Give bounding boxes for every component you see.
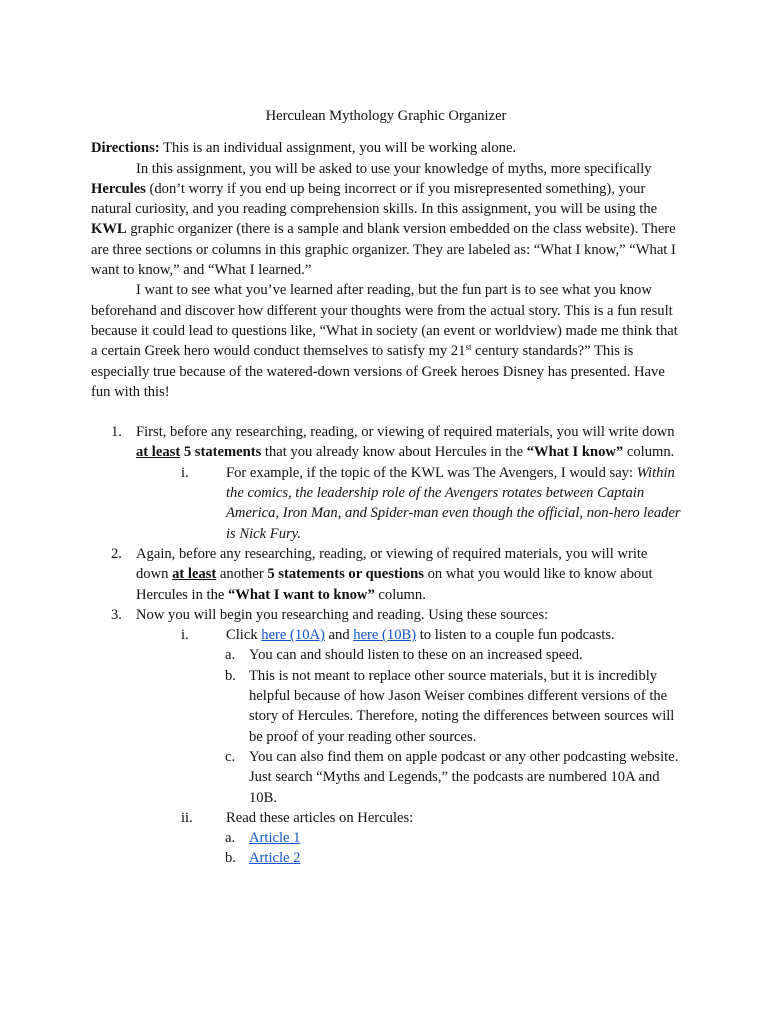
- at-least-emphasis: at least: [136, 444, 181, 461]
- item-text: First, before any researching, reading, or viewing of required materials, you will write down: [136, 424, 675, 441]
- item-text: Click: [226, 627, 262, 644]
- list-item-3-i: [91, 625, 681, 645]
- item-text: to listen to a couple fun podcasts.: [416, 627, 615, 644]
- list-number: 3.: [111, 606, 122, 623]
- example-italic: Within the comics, the leadership role of the Avengers rotates between Captain America, Iron Man, and Spider-man even though the official, non-hero leader is Nick Fury.: [226, 464, 681, 542]
- item-text: This is not meant to replace other source materials, but it is incredibly helpful because of how Jason Weiser combines different versions of the story of Hercules. Therefore, noting the differences between sources will be proof of your reading other sources.: [249, 667, 675, 745]
- list-number: ii.: [181, 809, 193, 826]
- ordinal-superscript: st: [465, 342, 472, 353]
- second-text-1: I want to see what you’ve learned after reading, but the fun part is to see what you know beforehand and discover how different your thoughts were from the actual story. This is a fun result because it could lead to questions like, “What in society (an event or worldview) made me think that a certain Greek hero would conduct themselves to satisfy my 21: [91, 282, 678, 360]
- statements-bold: 5 statements: [183, 444, 262, 461]
- item-text: You can also find them on apple podcast or any other podcasting website. Just search “Myths and Legends,” the podcasts are numbered 10A and 10B.: [249, 748, 679, 806]
- podcast-10b-link[interactable]: here (10B): [353, 627, 417, 644]
- statements-bold: 5 statements or questions: [267, 566, 424, 583]
- list-item-3-ii: [91, 808, 681, 828]
- intro-text-2: (don’t worry if you end up being incorrect or if you misrepresented something), your natural curiosity, and you reading comprehension skills. In this assignment, you will be using the: [91, 180, 658, 218]
- list-number: b.: [225, 667, 236, 684]
- column-name-bold: “What I want to know”: [228, 586, 375, 603]
- article-2-link[interactable]: Article 2: [249, 850, 301, 867]
- list-number: i.: [181, 627, 189, 644]
- list-item-3-ii-b: [91, 848, 681, 868]
- item-text: For example, if the topic of the KWL was The Avengers, I would say:: [226, 464, 637, 481]
- item-text: Again, before any researching, reading, or viewing of required materials, you will write down: [136, 545, 648, 583]
- item-text: Read these articles on Hercules:: [226, 809, 414, 826]
- list-item-1-i: [91, 463, 681, 544]
- list-number: 1.: [111, 424, 122, 441]
- directions-paragraph: [91, 138, 681, 158]
- list-number: a.: [225, 647, 236, 664]
- item-text: that you already know about Hercules in the: [261, 444, 527, 461]
- item-text: You can and should listen to these on an increased speed.: [249, 647, 583, 664]
- column-name-bold: “What I know”: [526, 444, 624, 461]
- list-number: 2.: [111, 545, 122, 562]
- list-number: a.: [225, 830, 236, 847]
- document-page: [91, 106, 681, 869]
- directions-label: Directions:: [91, 140, 160, 157]
- intro-text-1: In this assignment, you will be asked to use your knowledge of myths, more specifically: [136, 160, 652, 177]
- list-number: i.: [181, 464, 189, 481]
- intro-text-3: graphic organizer (there is a sample and blank version embedded on the class website). There are three sections or columns in this graphic organizer. They are labeled as: “What I know,” “What I want to know,” and “What I learned.”: [91, 221, 676, 279]
- item-text: Now you will begin you researching and reading. Using these sources:: [136, 606, 549, 623]
- list-number: c.: [225, 748, 236, 765]
- item-text: and: [324, 627, 354, 644]
- list-item-3-i-c: [91, 747, 681, 808]
- at-least-emphasis: at least: [172, 566, 217, 583]
- second-text-2: century standards?” This is especially true because of the watered-down versions of Greek heroes Disney has presented. Have fun with this!: [91, 343, 665, 400]
- document-title: Herculean Mythology Graphic Organizer: [265, 108, 507, 124]
- item-text: another: [216, 566, 268, 583]
- list-item-2: [91, 544, 681, 605]
- kwl-bold: KWL: [91, 221, 127, 238]
- list-item-3-ii-a: [91, 828, 681, 848]
- podcast-10a-link[interactable]: here (10A): [261, 627, 325, 644]
- directions-text: This is an individual assignment, you will be working alone.: [159, 140, 517, 157]
- item-text: column.: [374, 586, 426, 603]
- intro-paragraph: [91, 159, 681, 281]
- list-item-3-i-b: [91, 666, 681, 747]
- second-paragraph: [91, 280, 681, 402]
- list-item-1: [91, 422, 681, 463]
- list-number: b.: [225, 850, 236, 867]
- instruction-list: [91, 422, 681, 869]
- item-text: column.: [623, 444, 675, 461]
- item-text: on what you would like to know about Hercules in the: [136, 566, 653, 603]
- list-item-3: [91, 605, 681, 625]
- article-1-link[interactable]: Article 1: [249, 830, 301, 847]
- hercules-bold: Hercules: [91, 180, 146, 197]
- list-item-3-i-a: [91, 645, 681, 665]
